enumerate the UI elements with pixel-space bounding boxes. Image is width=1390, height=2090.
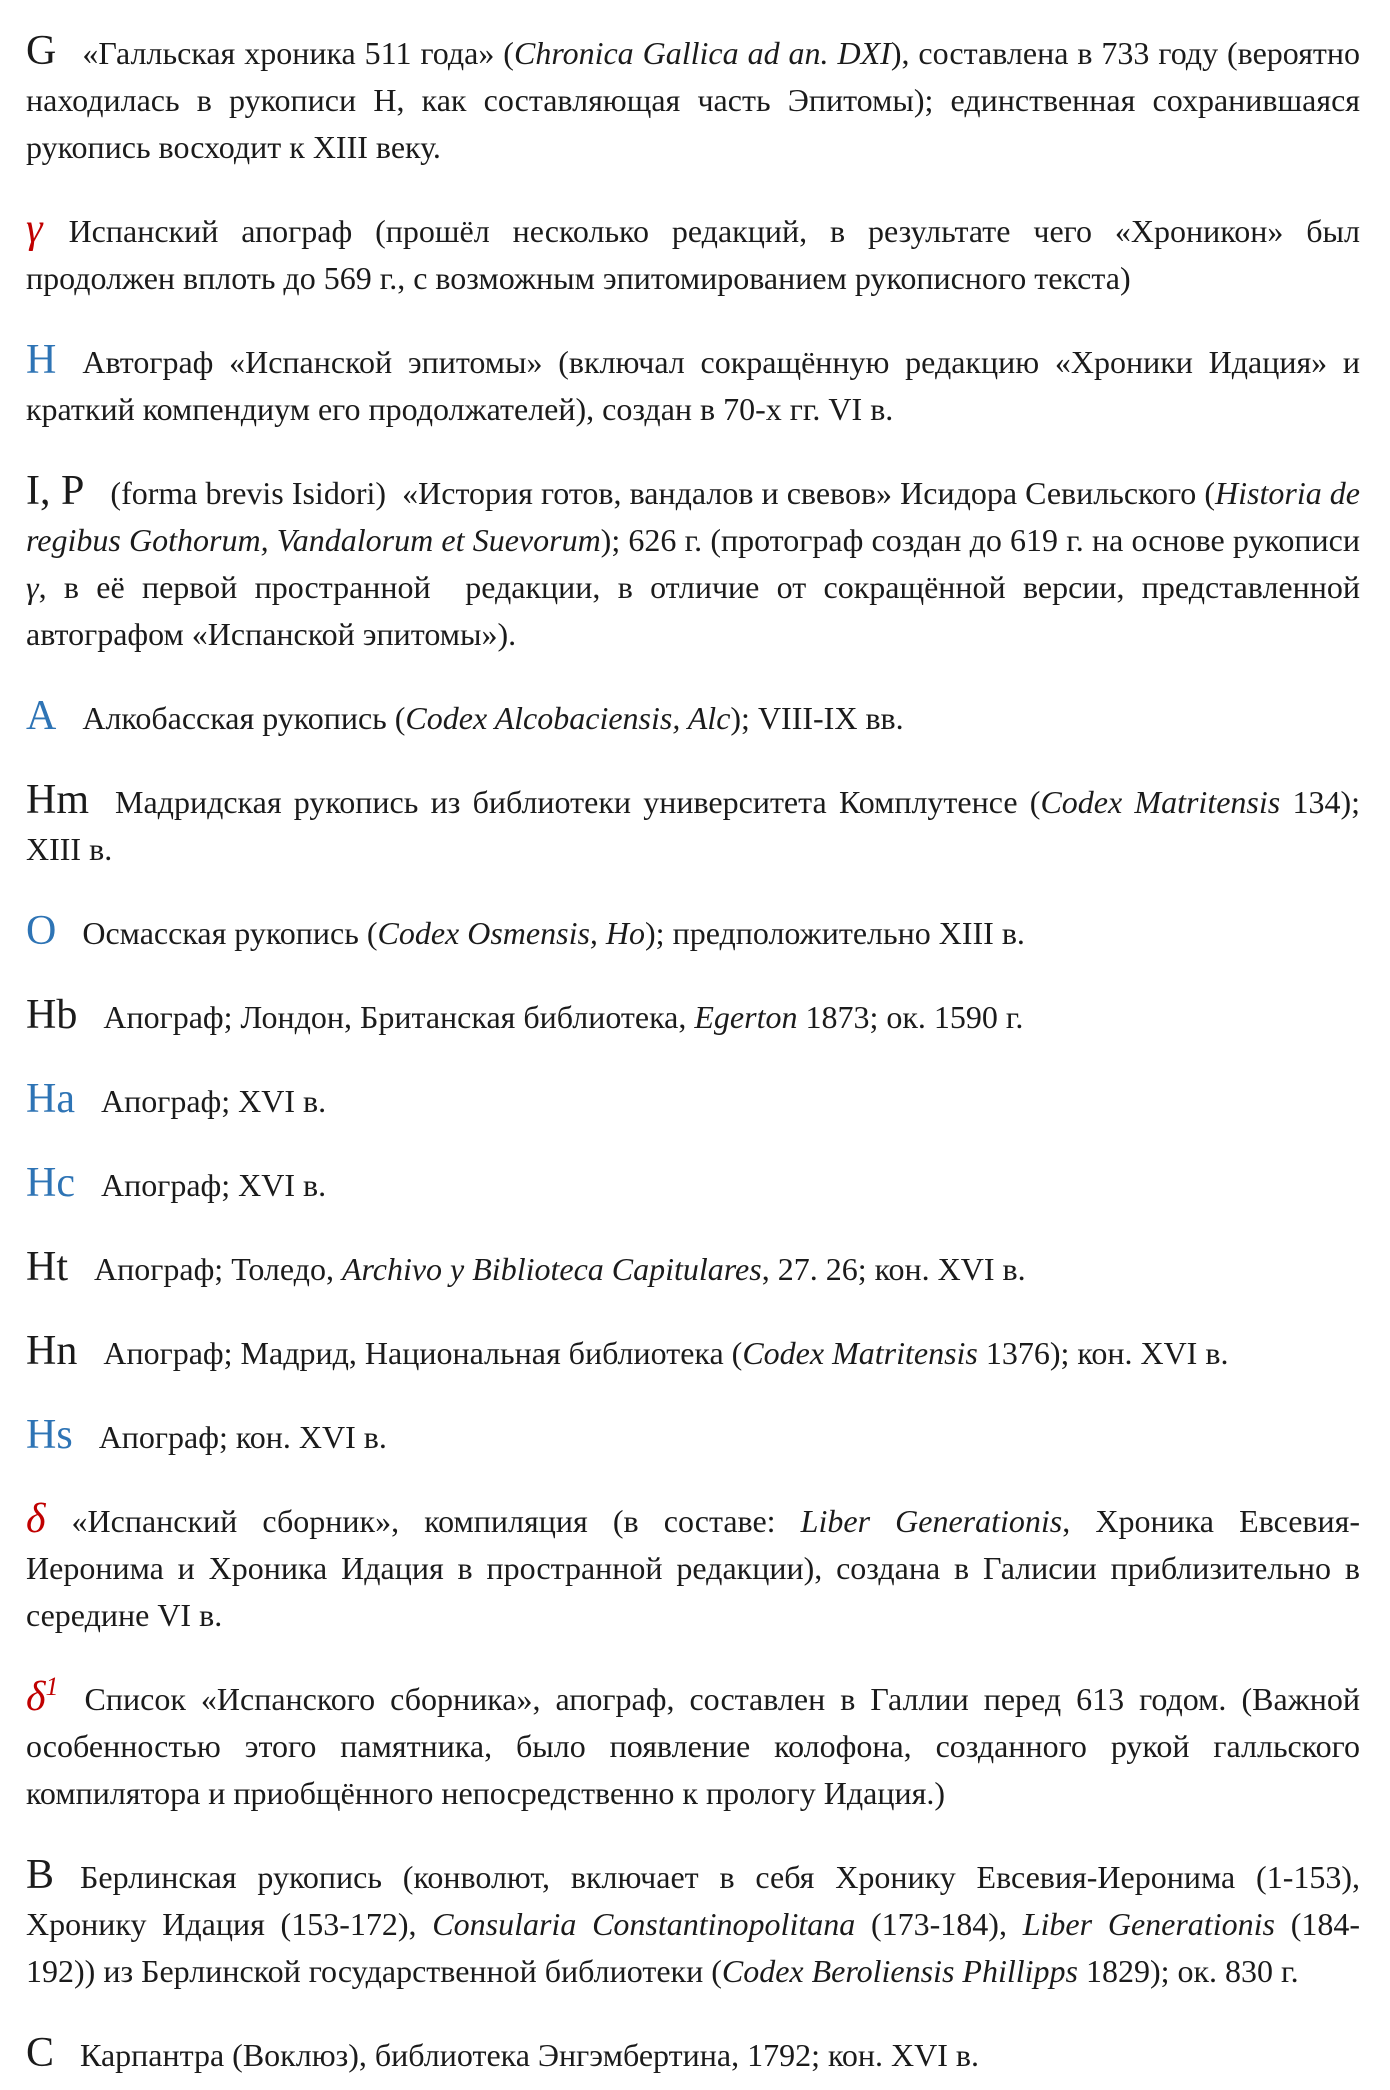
- manuscript-entry: [26, 1672, 1360, 1817]
- description-text: Карпантра (Воклюз), библиотека Энгэмбертина, 1792; кон. XVI в.: [80, 2037, 979, 2073]
- manuscript-entry: [26, 994, 1360, 1041]
- manuscript-entry: [26, 1330, 1360, 1377]
- description-text: Автограф «Испанской эпитомы» (включал сокращённую редакцию «Хроники Идация» и краткий компендиум его продолжателей), создан в 70-х гг. VI в.: [26, 344, 1360, 427]
- manuscript-entry: [26, 1498, 1360, 1639]
- description-text: 134); XIII в.: [26, 784, 1361, 867]
- entry-description: [101, 1083, 326, 1119]
- latin-title-italic: Chronica Gallica ad an. DXI: [513, 35, 891, 71]
- siglum-label: Hb: [26, 992, 78, 1038]
- siglum-label: Hc: [26, 1160, 75, 1206]
- latin-title-italic: Egerton: [694, 999, 798, 1035]
- siglum-label: G: [26, 28, 57, 74]
- entry-description: [82, 700, 903, 736]
- entry-description: [26, 344, 1360, 427]
- manuscript-entry: [26, 1414, 1360, 1461]
- entry-description: [26, 1681, 1360, 1811]
- entry-description: [26, 784, 1360, 867]
- entry-description: [26, 1859, 1360, 1989]
- description-text: 1873; ок. 1590 г.: [797, 999, 1024, 1035]
- siglum-label: Hn: [26, 1328, 78, 1374]
- latin-title-italic: Historia de regibus Gothorum, Vandalorum et Suevorum: [26, 475, 1361, 558]
- manuscript-sigla-list: [26, 30, 1360, 2079]
- siglum-label: O: [26, 908, 57, 954]
- description-text: «Испанский сборник», компиляция (в составе:: [71, 1503, 801, 1539]
- description-text: Алкобасская рукопись (: [82, 700, 406, 736]
- description-text: Апограф; XVI в.: [100, 1083, 327, 1119]
- description-text: Апограф; кон. XVI в.: [98, 1419, 387, 1455]
- siglum-label: δ: [26, 1496, 46, 1542]
- description-text: ); 626 г. (протограф создан до 619 г. на основе рукописи: [600, 522, 1360, 558]
- entry-description: [99, 1419, 387, 1455]
- description-text: Апограф; Толедо,: [94, 1251, 342, 1287]
- siglum-label: A: [26, 693, 57, 739]
- description-text: (184-192)) из Берлинской государственной библиотеки (: [26, 1906, 1360, 1989]
- description-text: Список «Испанского сборника», апограф, составлен в Галлии перед 613 годом. (Важной особенностью этого памятника, было появление колофона, созданного рукой галльского компилятора и приобщённого непосредственно к прологу Идация.): [26, 1681, 1360, 1811]
- entry-description: [26, 475, 1360, 652]
- description-text: Испанский апограф (прошёл несколько редакций, в результате чего «Хроникон» был продолжен вплоть до 569 г., с возможным эпитомированием рукописного текста): [26, 213, 1360, 296]
- description-text: Апограф; Лондон, Британская библиотека,: [103, 999, 695, 1035]
- entry-description: [101, 1167, 326, 1203]
- description-text: 1376); кон. XVI в.: [977, 1335, 1229, 1371]
- siglum-label: Ha: [26, 1076, 75, 1122]
- description-text: (forma brevis Isidori) «История готов, вандалов и свевов» Исидора Севильского (: [110, 475, 1216, 511]
- manuscript-entry: [26, 208, 1360, 302]
- siglum-label: B: [26, 1852, 55, 1898]
- description-text: , Хроника Евсевия-Иеронима и Хроника Идация в пространной редакции), создана в Галисии приблизительно в середине VI в.: [26, 1503, 1361, 1633]
- description-text: Осмасская рукопись (: [82, 915, 378, 951]
- siglum-label: H: [26, 337, 57, 383]
- latin-title-italic: Codex Alcobaciensis, Alc: [405, 700, 731, 736]
- entry-description: [80, 2037, 979, 2073]
- latin-title-italic: Codex Osmensis, Ho: [377, 915, 646, 951]
- siglum-label: $\delta^1$: [26, 1672, 59, 1720]
- latin-title-italic: Liber Generationis: [1022, 1906, 1275, 1942]
- entry-description: [26, 213, 1360, 296]
- latin-title-italic: Codex Matritensis: [742, 1335, 978, 1371]
- siglum-label: Hs: [26, 1412, 73, 1458]
- manuscript-entry: [26, 1854, 1360, 1995]
- latin-title-italic: Liber Generationis: [800, 1503, 1063, 1539]
- description-text: Апограф; XVI в.: [100, 1167, 327, 1203]
- siglum-label: Ht: [26, 1244, 68, 1290]
- description-text: Апограф; Мадрид, Национальная библиотека (: [103, 1335, 743, 1371]
- description-text: 1829); ок. 830 г.: [1077, 1953, 1299, 1989]
- latin-title-italic: Consularia Constantinopolitana: [432, 1906, 856, 1942]
- description-text: , 27. 26; кон. XVI в.: [761, 1251, 1026, 1287]
- description-text: Мадридская рукопись из библиотеки университета Комплутенсе (: [115, 784, 1041, 820]
- manuscript-entry: [26, 1162, 1360, 1209]
- manuscript-entry: [26, 1246, 1360, 1293]
- entry-description: [82, 915, 1025, 951]
- latin-title-italic: Codex Beroliensis Phillipps: [721, 1953, 1078, 1989]
- description-text: ), составлена в 733 году (вероятно находилась в рукописи H, как составляющая часть Эпитомы); единственная сохранившаяся рукопись восходит к XIII веку.: [26, 35, 1361, 165]
- manuscript-entry: [26, 695, 1360, 742]
- description-text: ); предположительно XIII в.: [645, 915, 1025, 951]
- description-text: (173-184),: [855, 1906, 1023, 1942]
- entry-description: [26, 1503, 1360, 1633]
- entry-description: [94, 1251, 1026, 1287]
- siglum-label: C: [26, 2030, 55, 2076]
- latin-title-italic: γ: [26, 569, 39, 605]
- manuscript-entry: [26, 470, 1360, 658]
- entry-description: [26, 35, 1360, 165]
- siglum-label: γ: [26, 206, 43, 252]
- siglum-label: Hm: [26, 777, 89, 823]
- description-text: «Галльская хроника 511 года» (: [82, 35, 514, 71]
- manuscript-entry: [26, 339, 1360, 433]
- manuscript-entry: [26, 2032, 1360, 2079]
- manuscript-entry: [26, 779, 1360, 873]
- description-text: , в её первой пространной редакции, в отличие от сокращённой версии, представленной автографом «Испанской эпитомы»).: [26, 569, 1360, 652]
- entry-description: [103, 1335, 1228, 1371]
- latin-title-italic: Archivo y Biblioteca Capitulares: [341, 1251, 762, 1287]
- description-text: ); VIII-IX вв.: [730, 700, 904, 736]
- entry-description: [103, 999, 1023, 1035]
- latin-title-italic: Codex Matritensis: [1040, 784, 1281, 820]
- siglum-superscript: 1: [45, 1672, 59, 1701]
- manuscript-entry: [26, 910, 1360, 957]
- siglum-label: I, P: [26, 468, 85, 514]
- manuscript-entry: [26, 30, 1360, 171]
- manuscript-entry: [26, 1078, 1360, 1125]
- description-text: Берлинская рукопись (конволют, включает в себя Хронику Евсевия-Иеронима (1-153), Хронику Идация (153-172),: [26, 1859, 1360, 1942]
